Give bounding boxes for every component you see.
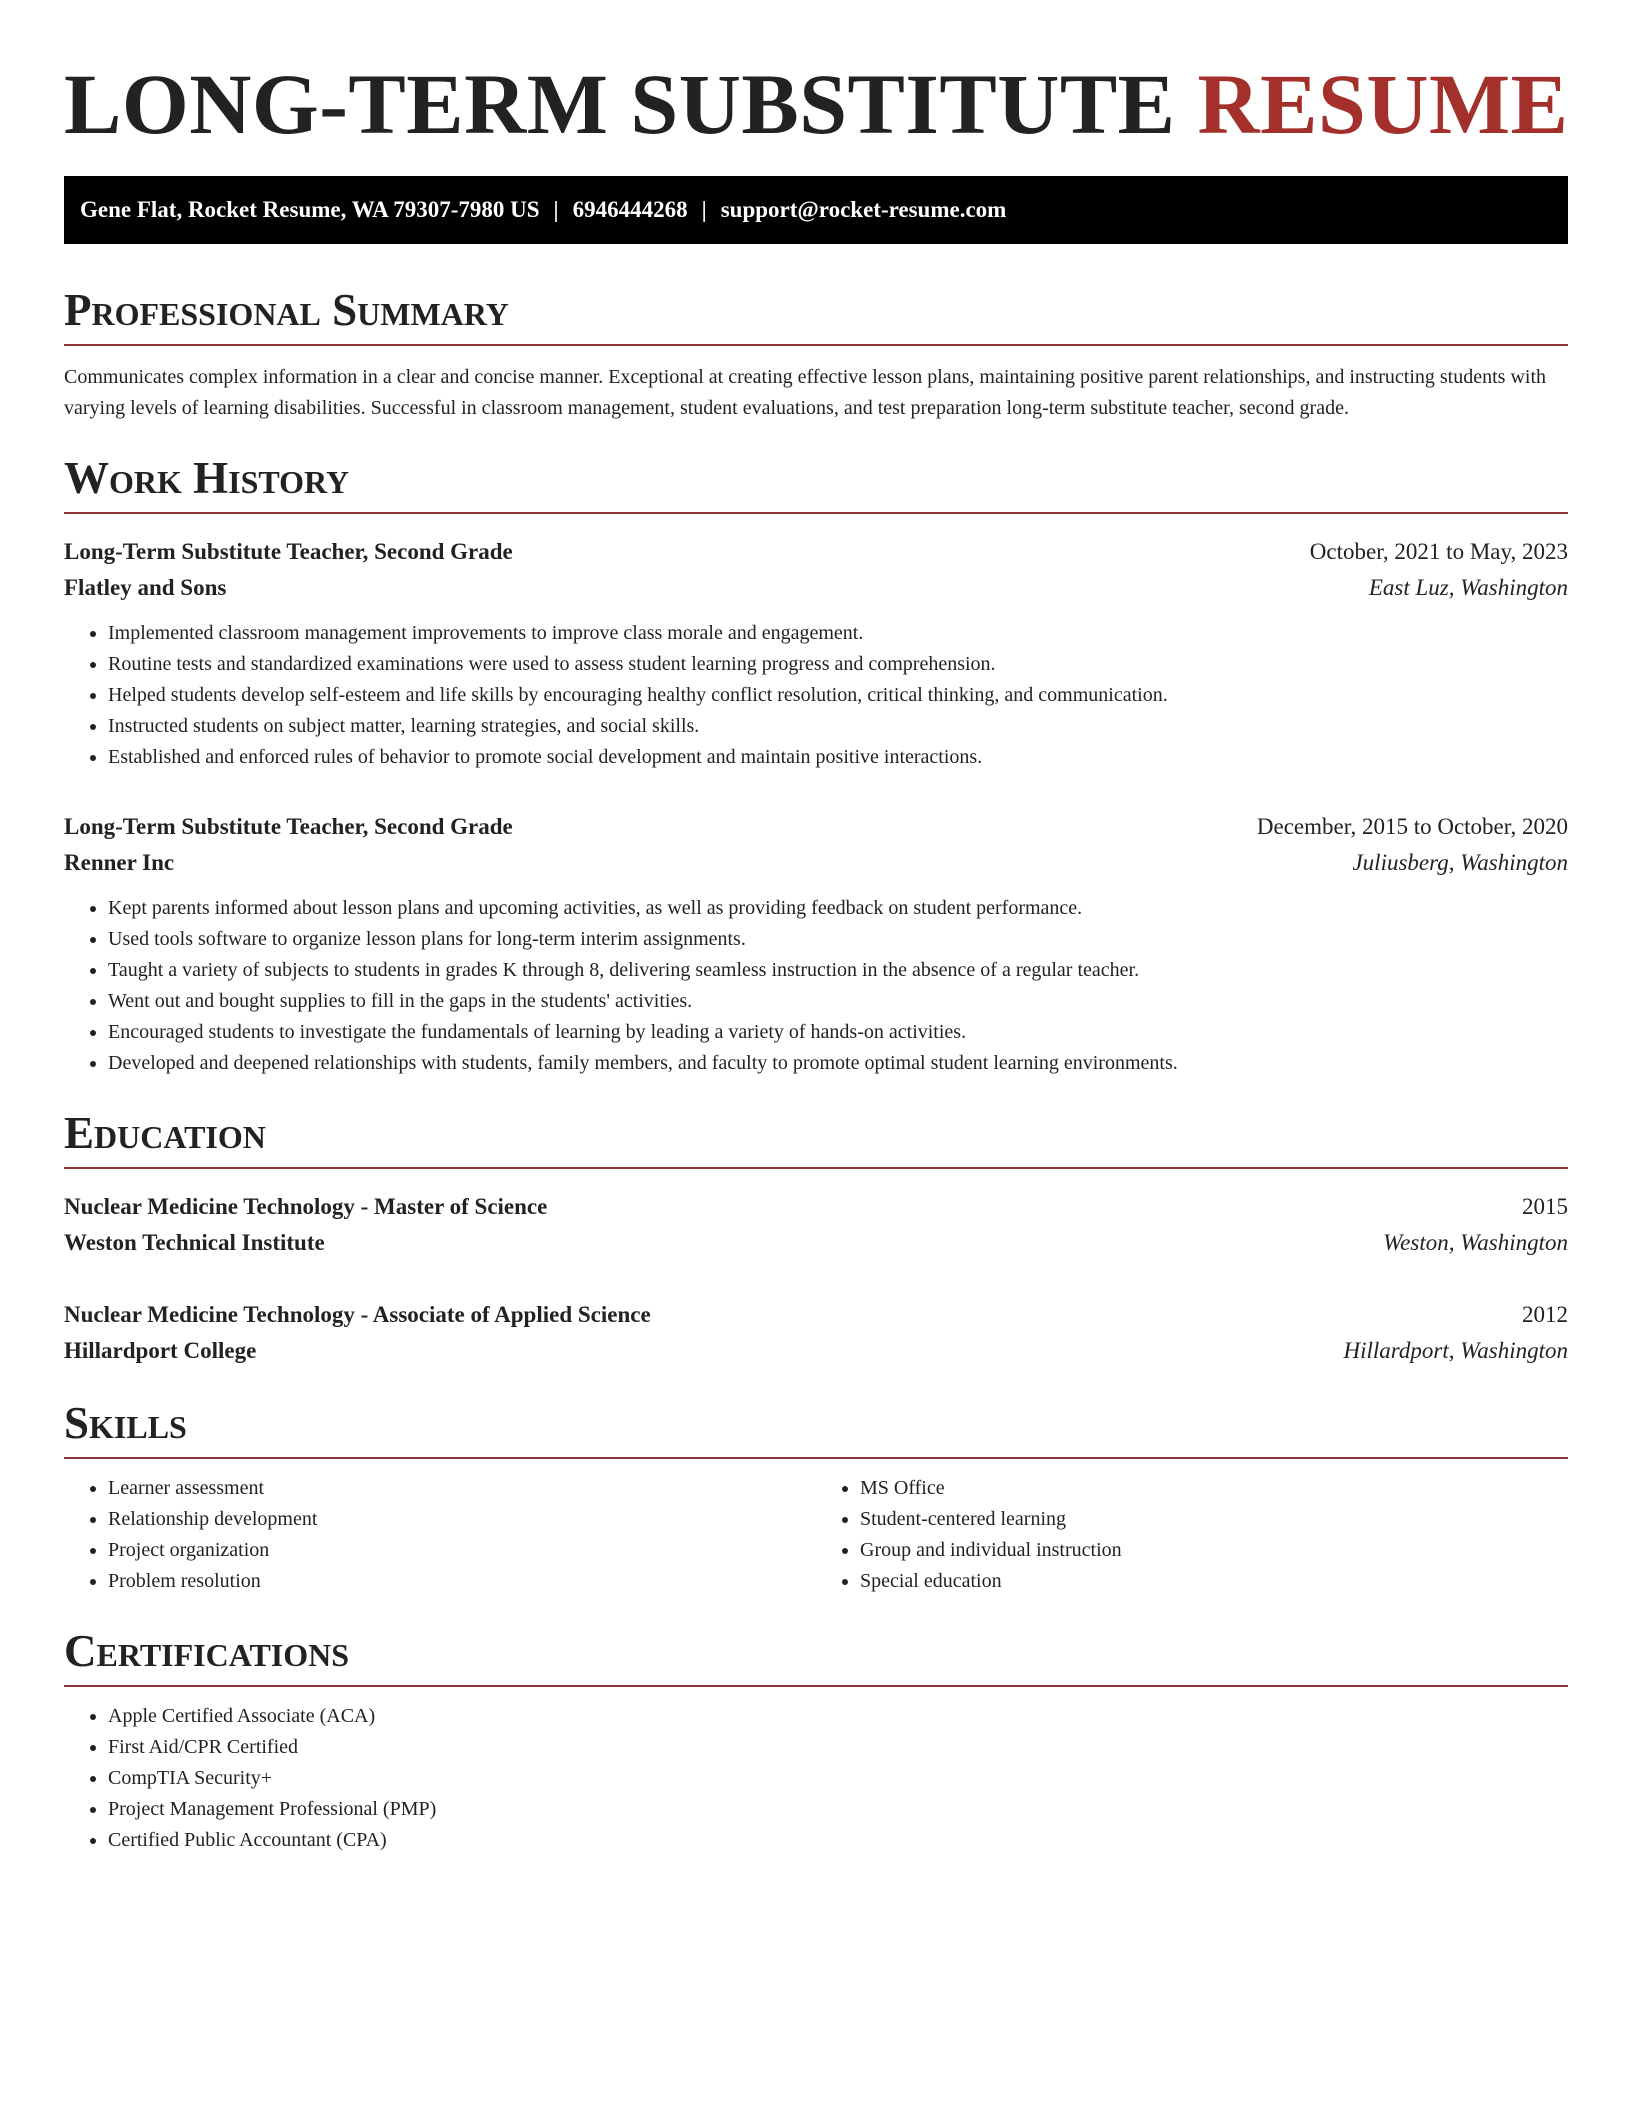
contact-separator: | [701, 197, 707, 222]
list-item: • Group and individual instruction [860, 1535, 1568, 1566]
list-item: • Taught a variety of subjects to students in grades K through 8, delivering seamless instruction in the absence of a regular teacher. [108, 955, 1568, 986]
education-school: Hillardport College [64, 1338, 257, 1363]
job-location: Juliusberg, Washington [1352, 850, 1568, 875]
education-entry [64, 1189, 1568, 1261]
education-degree: Nuclear Medicine Technology - Master of Science [64, 1194, 548, 1219]
list-item: • Relationship development [108, 1504, 816, 1535]
job-title: Long-Term Substitute Teacher, Second Grade [64, 814, 513, 839]
list-item: • Apple Certified Associate (ACA) [108, 1701, 1568, 1732]
section-heading-summary: Professional Summary [64, 284, 1568, 346]
education-degree: Nuclear Medicine Technology - Associate of Applied Science [64, 1302, 651, 1327]
list-item: • Project Management Professional (PMP) [108, 1794, 1568, 1825]
section-heading-certifications: Certifications [64, 1625, 1568, 1687]
job-dates: October, 2021 to May, 2023 [1309, 539, 1568, 564]
skills-list-left [64, 1473, 816, 1597]
education-entry [64, 1297, 1568, 1369]
list-item: • Encouraged students to investigate the fundamentals of learning by leading a variety of hands-on activities. [108, 1017, 1568, 1048]
skills-columns [64, 1473, 1568, 1597]
contact-separator: | [553, 197, 559, 222]
list-item: • Routine tests and standardized examinations were used to assess student learning progress and comprehension. [108, 649, 1568, 680]
list-item: • Problem resolution [108, 1566, 816, 1597]
education-section [64, 1107, 1568, 1369]
job-bullets [64, 893, 1568, 1079]
list-item: • Learner assessment [108, 1473, 816, 1504]
contact-email[interactable]: support@rocket-resume.com [720, 197, 1007, 222]
list-item: • Implemented classroom management improvements to improve class morale and engagement. [108, 618, 1568, 649]
certifications-list [64, 1701, 1568, 1856]
skills-section [64, 1397, 1568, 1597]
list-item: • CompTIA Security+ [108, 1763, 1568, 1794]
job-location: East Luz, Washington [1368, 575, 1568, 600]
list-item: • Special education [860, 1566, 1568, 1597]
list-item: • First Aid/CPR Certified [108, 1732, 1568, 1763]
certifications-section [64, 1625, 1568, 1856]
education-year: 2015 [1522, 1194, 1568, 1219]
list-item: • Developed and deepened relationships with students, family members, and faculty to promote optimal student learning environments. [108, 1048, 1568, 1079]
list-item: • Went out and bought supplies to fill in the gaps in the students' activities. [108, 986, 1568, 1017]
work-history-section [64, 452, 1568, 1079]
skills-list-right [816, 1473, 1568, 1597]
list-item: • Instructed students on subject matter, learning strategies, and social skills. [108, 711, 1568, 742]
list-item: • MS Office [860, 1473, 1568, 1504]
summary-section [64, 284, 1568, 424]
job-entry [64, 809, 1568, 1079]
summary-text: Communicates complex information in a clear and concise manner. Exceptional at creating effective lesson plans, maintaining positive parent relationships, and instructing students with varying levels of learning disabilities. Successful in classroom management, student evaluations, and test preparation long-term substitute teacher, second grade. [64, 366, 1547, 419]
list-item: • Used tools software to organize lesson plans for long-term interim assignments. [108, 924, 1568, 955]
education-location: Weston, Washington [1383, 1230, 1568, 1255]
education-school: Weston Technical Institute [64, 1230, 325, 1255]
section-heading-work: Work History [64, 452, 1568, 514]
job-entry [64, 534, 1568, 773]
list-item: • Certified Public Accountant (CPA) [108, 1825, 1568, 1856]
resume-page [64, 0, 1568, 1856]
job-dates: December, 2015 to October, 2020 [1256, 814, 1568, 839]
title-accent: RESUME [1197, 56, 1569, 152]
resume-title [64, 56, 1568, 152]
education-year: 2012 [1522, 1302, 1568, 1327]
contact-address: Gene Flat, Rocket Resume, WA 79307-7980 US [80, 197, 540, 222]
section-heading-education: Education [64, 1107, 1568, 1169]
list-item: • Project organization [108, 1535, 816, 1566]
list-item: • Kept parents informed about lesson plans and upcoming activities, as well as providing feedback on student performance. [108, 893, 1568, 924]
title-main: LONG-TERM SUBSTITUTE [64, 56, 1176, 152]
contact-phone[interactable]: 6946444268 [572, 197, 688, 222]
job-company: Renner Inc [64, 850, 175, 875]
list-item: • Student-centered learning [860, 1504, 1568, 1535]
list-item: • Established and enforced rules of behavior to promote social development and maintain positive interactions. [108, 742, 1568, 773]
education-location: Hillardport, Washington [1343, 1338, 1568, 1363]
section-heading-skills: Skills [64, 1397, 1568, 1459]
job-bullets [64, 618, 1568, 773]
job-company: Flatley and Sons [64, 575, 227, 600]
job-title: Long-Term Substitute Teacher, Second Grade [64, 539, 513, 564]
contact-bar [64, 176, 1568, 244]
list-item: • Helped students develop self-esteem and life skills by encouraging healthy conflict resolution, critical thinking, and communication. [108, 680, 1568, 711]
